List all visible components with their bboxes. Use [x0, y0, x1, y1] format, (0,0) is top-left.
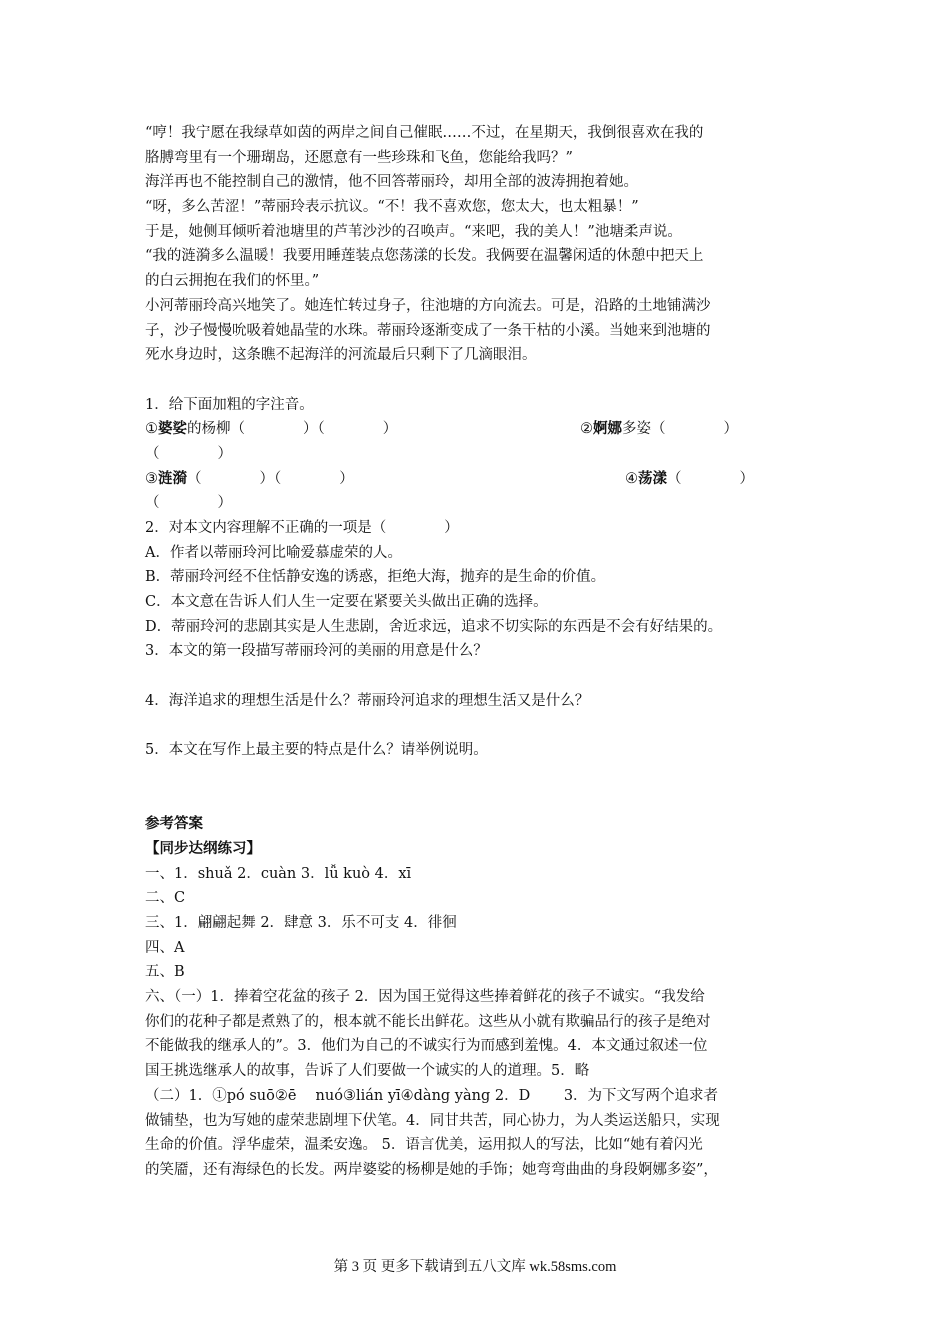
item-3-blanks: （ ）（ ）	[187, 470, 354, 487]
answer-line: （二）1．①pó suō②ē nuó③lián yī④dàng yàng 2．D 3．为下文写两个追求者	[145, 1087, 719, 1104]
passage-line: “呀，多么苦涩！”蒂丽玲表示抗议。“不！我不喜欢您，您太大，也太粗暴！”	[145, 199, 639, 216]
answer-line: 五、B	[145, 964, 185, 981]
question-1-title: 1．给下面加粗的字注音。	[145, 396, 314, 413]
answer-line: 你们的花种子都是煮熟了的，根本就不能长出鲜花。这些从小就有欺骗品行的孩子是绝对	[145, 1013, 711, 1030]
answer-line: 生命的价值。浮华虚荣，温柔安逸。 5．语言优美，运用拟人的写法，比如“她有着闪光	[145, 1137, 703, 1154]
answer-line: 四、A	[145, 939, 185, 956]
spacer	[145, 368, 810, 393]
item-3-word: 涟漪	[158, 469, 187, 487]
item-2-number: ②	[580, 421, 593, 438]
answers-subheading: 【同步达纲练习】	[145, 839, 261, 857]
question-4: 4．海洋追求的理想生活是什么？蒂丽玲河追求的理想生活又是什么？	[145, 692, 590, 709]
item-4-blanks: （ ）	[667, 470, 754, 487]
answer-line: 不能做我的继承人的”。3．他们为自己的不诚实行为而感到羞愧。4．本文通过叙述一位	[145, 1038, 708, 1055]
question-2-option: A．作者以蒂丽玲河比喻爱慕虚荣的人。	[145, 544, 402, 561]
answer-line: 六、（一）1．捧着空花盆的孩子 2．因为国王觉得这些捧着鲜花的孩子不诚实。“我发给	[145, 989, 705, 1006]
answer-line: 国王挑选继承人的故事，告诉了人们要做一个诚实的人的道理。5．略	[145, 1063, 590, 1080]
answers	[145, 812, 810, 1182]
item-3	[145, 471, 354, 487]
question-5: 5．本文在写作上最主要的特点是什么？请举例说明。	[145, 742, 488, 759]
answer-line: 一、1．shuǎ 2．cuàn 3．lǚ kuò 4．xī	[145, 865, 412, 882]
spacer	[145, 714, 810, 739]
question-3: 3．本文的第一段描写蒂丽玲河的美丽的用意是什么？	[145, 643, 488, 660]
question-1-row-1	[145, 417, 810, 442]
page-content	[145, 121, 810, 1183]
item-4-blank-cont: （ ）	[145, 495, 232, 512]
questions	[145, 393, 810, 763]
passage-line: 胳膊弯里有一个珊瑚岛，还愿意有一些珍珠和飞鱼，您能给我吗？”	[145, 149, 573, 166]
answer-line: 的笑靥，还有海绿色的长发。两岸婆娑的杨柳是她的手饰；她弯弯曲曲的身段婀娜多姿”，	[145, 1161, 718, 1178]
page-footer: 第 3 页 更多下载请到五八文库 wk.58sms.com	[333, 1259, 617, 1275]
item-1-number: ①	[145, 421, 158, 438]
item-4-word: 荡漾	[638, 469, 667, 487]
item-1	[145, 421, 397, 437]
passage-line: 的白云拥抱在我们的怀里。”	[145, 273, 320, 290]
answer-line: 做铺垫，也为写她的虚荣悲剧埋下伏笔。4．同甘共苦，同心协力，为人类运送船只，实现	[145, 1112, 720, 1129]
item-4	[625, 467, 754, 492]
question-2-option: D．蒂丽玲河的悲剧其实是人生悲剧，舍近求远，追求不切实际的东西是不会有好结果的。	[145, 618, 723, 635]
item-1-blanks: 的杨柳（ ）（ ）	[187, 421, 398, 438]
item-2-blanks: 多姿（ ）	[622, 421, 738, 438]
item-2-word: 婀娜	[593, 420, 622, 438]
passage-line: 于是，她侧耳倾听着池塘里的芦苇沙沙的召唤声。“来吧，我的美人！”池塘柔声说。	[145, 223, 682, 240]
passage	[145, 121, 810, 368]
item-3-number: ③	[145, 470, 158, 487]
item-2	[580, 417, 738, 442]
spacer	[145, 788, 810, 813]
answer-line: 二、C	[145, 890, 186, 907]
answers-heading: 参考答案	[145, 815, 203, 833]
spacer	[145, 763, 810, 788]
question-2-title: 2．对本文内容理解不正确的一项是（ ）	[145, 520, 459, 536]
passage-line: “我的涟漪多么温暖！我要用睡莲装点您荡漾的长发。我俩要在温馨闲适的休憩中把天上	[145, 248, 704, 265]
passage-line: 子，沙子慢慢吮吸着她晶莹的水珠。蒂丽玲逐渐变成了一条干枯的小溪。当她来到池塘的	[145, 322, 711, 339]
passage-line: “哼！我宁愿在我绿草如茵的两岸之间自己催眠……不过，在星期天，我倒很喜欢在我的	[145, 125, 704, 141]
passage-line: 死水身边时，这条瞧不起海洋的河流最后只剩下了几滴眼泪。	[145, 347, 537, 364]
question-1-row-1-cont	[145, 442, 810, 467]
question-2-option: B．蒂丽玲河经不住恬静安逸的诱惑，拒绝大海，抛弃的是生命的价值。	[145, 569, 606, 586]
passage-line: 海洋再也不能控制自己的激情，他不回答蒂丽玲，却用全部的波涛拥抱着她。	[145, 174, 638, 191]
item-4-number: ④	[625, 470, 638, 487]
spacer	[145, 664, 810, 689]
item-1-word: 婆娑	[158, 420, 187, 438]
passage-line: 小河蒂丽玲高兴地笑了。她连忙转过身子，往池塘的方向流去。可是，沿路的土地铺满沙	[145, 297, 711, 314]
question-1-row-2-cont	[145, 491, 810, 516]
item-2-blank-cont: （ ）	[145, 445, 232, 462]
question-1-row-2	[145, 467, 810, 492]
question-2-option: C．本文意在告诉人们人生一定要在紧要关头做出正确的选择。	[145, 594, 548, 611]
answer-line: 三、1．翩翩起舞 2．肆意 3．乐不可支 4．徘徊	[145, 915, 457, 931]
